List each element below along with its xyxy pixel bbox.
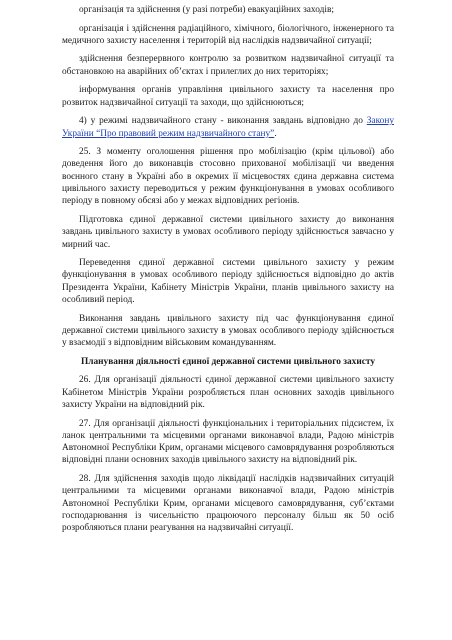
paragraph-26: 26. Для організації діяльності єдиної державної системи цивільного захисту Кабінетом Міністрів України розробляється план основних заходів цивільного захисту України на відповідний рік. [62,375,394,410]
paragraph-25: 25. З моменту оголошення рішення про мобілізацію (крім цільової) або доведення його до виконавців стосовно прихованої мобілізації чи введення воєнного стану в Україні або в окремих її місцевостях єдина державна система цивільного захисту переводиться у режим функціонування в умовах особливого періоду в повному обсязі або у межах відповідних регіонів. [62,147,394,207]
paragraph-emergency-state-end: . [274,128,277,139]
paragraph-informing: інформування органів управління цивільного захисту та населення про розвиток надзвичайної ситуації та заходи, що здійснюються; [62,85,394,108]
paragraph-monitoring: здійснення безперервного контролю за розвитком надзвичайної ситуації та обстановкою на аварійних об’єктах і прилеглих до них територіях; [62,54,394,77]
paragraph-emergency-state-text: 4) у режимі надзвичайного стану - виконання завдань відповідно до [79,116,367,127]
section-heading: Планування діяльності єдиної державної системи цивільного захисту [80,356,376,367]
paragraph-preparation: Підготовка єдиної державної системи цивільного захисту до виконання завдань цивільного захисту в умовах особливого періоду здійснюється завчасно у мирний час. [62,214,394,250]
paragraph-execution: Виконання завдань цивільного захисту під час функціонування єдиної державної системи цивільного захисту в умовах особливого періоду здійснюється у взаємодії з відповідним військовим командуванням. [62,313,394,349]
paragraph-emergency-state [62,115,394,140]
paragraph-28: 28. Для здійснення заходів щодо ліквідації наслідків надзвичайних ситуацій центральними та місцевими органами виконавчої влади, Радою міністрів Автономної Республіки Крим, органами місцевого самоврядування, суб’єктами господарювання із чисельністю працюючого персоналу більш як 50 осіб розробляються плани реагування на надзвичайні ситуації. [62,474,394,534]
paragraph-protection: організація і здійснення радіаційного, хімічного, біологічного, інженерного та медичного захисту населення і територій від наслідків надзвичайної ситуації; [62,23,394,46]
paragraph-evacuation: організація та здійснення (у разі потреби) евакуаційних заходів; [79,5,335,15]
law-emergency-state-link[interactable]: Закону України “Про правовий режим надзвичайного стану” [62,116,394,139]
paragraph-transfer: Переведення єдиної державної системи цивільного захисту у режим функціонування в умовах особливого періоду здійснюється відповідно до актів Президента України, Кабінету Міністрів України, планів цивільного захисту на особливий період. [62,258,394,306]
paragraph-27: 27. Для організації діяльності функціональних і територіальних підсистем, їх ланок центральними та місцевими органами виконавчої влади, Радою міністрів Автономної Республіки Крим, органами місцевого самоврядування розробляються відповідні плани основних заходів цивільного захисту на відповідний рік. [62,418,394,466]
